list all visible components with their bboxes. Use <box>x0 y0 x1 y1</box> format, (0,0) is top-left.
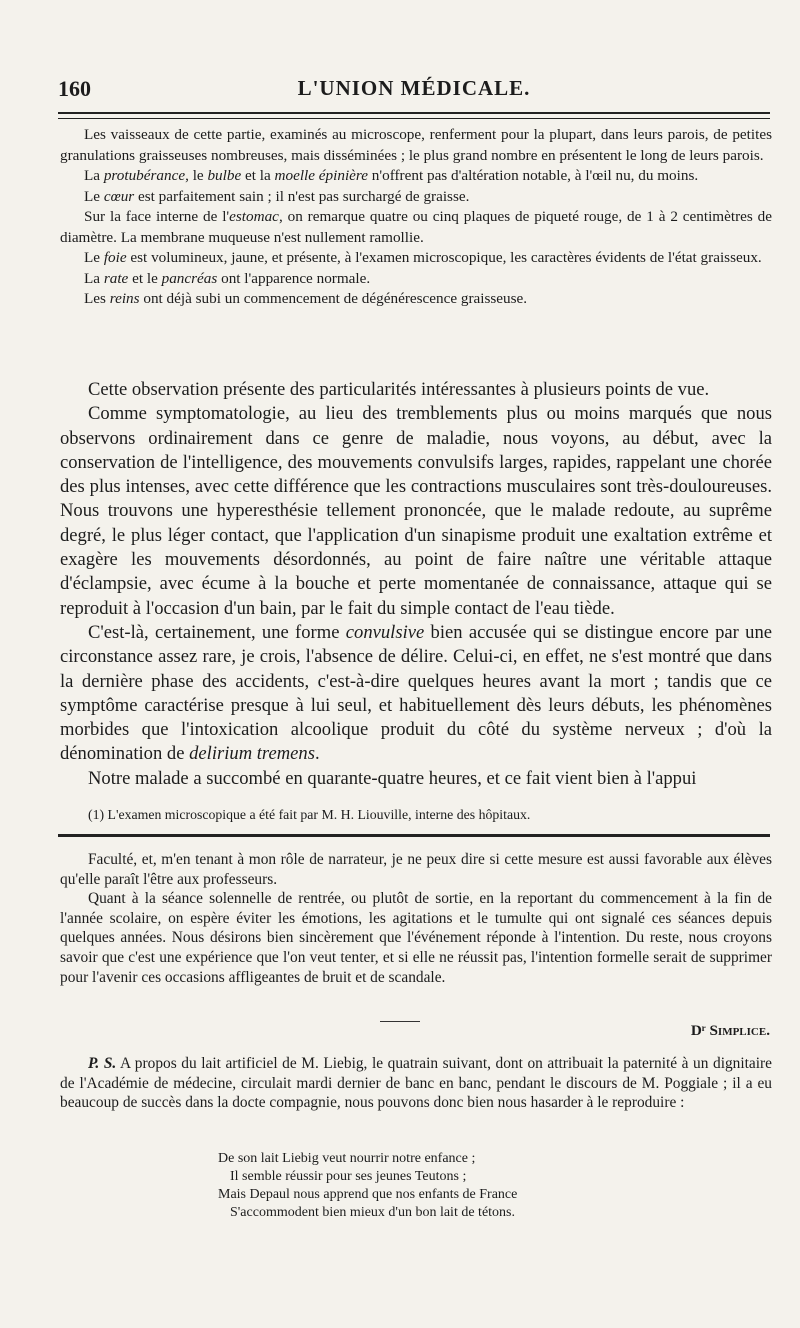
italic-term: reins <box>109 290 140 307</box>
observation-discussion <box>60 378 772 791</box>
text-run: Les <box>84 290 110 307</box>
text-run: Faculté, et, m'en tenant à mon rôle de narrateur, je ne peux dire si cette mesure est aussi favorable aux élèves qu'elle paraît l'être aux professeurs. <box>60 851 772 888</box>
text-run: Quant à la séance solennelle de rentrée, ou plutôt de sortie, en la reportant du commencement à la fin de l'année scolaire, on espère éviter les émotions, les agitations et le tumulte qui ont signalé ces séances depuis quelques années. Nous désirons bien sincèrement que l'événement réponde à l'intention. Du reste, nous croyons savoir que c'est une expérience que l'on veut tenter, et si elle ne réussit pas, l'intention formelle serait de supprimer pour l'avenir ces occasions affligeantes de bruit et de scandale. <box>60 890 772 986</box>
page-header <box>58 74 770 106</box>
text-run: C'est-là, certainement, une forme <box>88 621 346 643</box>
text-run: et le <box>128 269 162 287</box>
paragraph <box>60 248 772 269</box>
paragraph <box>60 850 772 889</box>
text-run: Sur la face interne de l' <box>84 208 230 225</box>
italic-term: delirium tremens <box>189 743 315 765</box>
text-run: Les vaisseaux de cette partie, examinés au microscope, renferment pour la plupart, dans leurs parois, de petites granulations graisseuses nombreuses, mais disséminées ; le plus grand nombre en présentent le long de leurs parois. <box>60 126 772 164</box>
text-run: La <box>84 167 104 184</box>
paragraph <box>60 187 772 208</box>
postscript-text: A propos du lait artificiel de M. Liebig, le quatrain suivant, dont on attribuait la paternité à un dignitaire de l'Académie de médecine, circulait mardi dernier de banc en banc, pendant le discours de M. Poggiale ; il a eu beaucoup de succès dans la docte compagnie, nous pouvons donc bien nous hasarder à le reproduire : <box>60 1055 772 1112</box>
autopsy-findings <box>60 125 772 310</box>
italic-term: protubérance <box>103 167 186 184</box>
italic-term: pancréas <box>161 269 218 287</box>
italic-term: foie <box>103 249 127 266</box>
italic-term: moelle épinière <box>274 167 368 184</box>
paragraph <box>60 166 772 187</box>
paragraph <box>60 269 772 290</box>
italic-term: convulsive <box>345 621 425 643</box>
italic-term: cœur <box>103 187 135 205</box>
poem-line: Mais Depaul nous apprend que nos enfants de France <box>218 1187 518 1202</box>
text-run: et la <box>241 167 275 184</box>
postscript-paragraph <box>60 1054 772 1113</box>
postscript <box>60 1054 772 1113</box>
italic-term: bulbe <box>207 167 242 184</box>
page-number: 160 <box>58 76 91 101</box>
poem-line: De son lait Liebig veut nourrir notre enfance ; <box>218 1151 476 1166</box>
author-signature: Dʳ Simplice. <box>690 1022 770 1039</box>
text-run: Le <box>84 187 104 205</box>
poem-line: S'accommodent bien mieux d'un bon lait de tétons. <box>230 1205 515 1220</box>
text-run: ont déjà subi un commencement de dégénérescence graisseuse. <box>139 290 528 307</box>
text-run: ont l'apparence normale. <box>217 269 371 287</box>
paragraph <box>60 125 772 166</box>
text-run: Comme symptomatologie, au lieu des tremblements plus ou moins marqués que nous observons ordinairement dans ce genre de maladie, nous voyons, au début, avec la conservation de l'intelligence, des mouvements convulsifs larges, rapides, rappelant une chorée des plus intenses, avec cette différence que les contractions musculaires sont très-douloureuses. Nous trouvons une hyperesthésie tellement prononcée, que le malade redoute, au suprême degré, le plus léger contact, que l'application d'un sinapisme produit une exaltation extrême et exagère les mouvements désordonnés, au point de faire naître une véritable attaque d'éclampsie, avec écume à la bouche et perte momentanée de connaissance, attaque qui se reproduit à l'occasion d'un bain, par le fait du simple contact de l'eau tiède. <box>60 403 772 619</box>
text-run: n'offrent pas d'altération notable, à l'œil nu, du moins. <box>368 167 699 184</box>
text-run: , on remarque quatre ou cinq plaques de piqueté rouge, de 1 à 2 centimètres de diamètre. La membrane muqueuse n'est nullement ramollie. <box>60 208 772 246</box>
text-run: bien accusée qui se distingue encore par une circonstance assez rare, je crois, l'absence de délire. Celui-ci, en effet, ne s'est montré que dans la dernière phase des accidents, c'est-à-dire quelques heures avant la mort ; tandis que ce symptôme caractérise presque à lui seul, et habituellement dès leurs débuts, les phénomènes morbides que l'intoxication alcoolique produit du côté du système nerveux ; d'où la dénomination de <box>60 621 772 765</box>
text-run: est parfaitement sain ; il n'est pas surchargé de graisse. <box>134 187 470 205</box>
quatrain <box>218 1150 517 1222</box>
postscript-label: P. S. <box>88 1055 117 1072</box>
paragraph <box>60 378 772 402</box>
text-run: . <box>314 743 320 765</box>
feuilleton-text <box>60 850 772 987</box>
paragraph <box>60 621 772 767</box>
text-run: , le <box>185 167 208 184</box>
journal-title: L'UNION MÉDICALE. <box>297 76 531 100</box>
text-run: Cette observation présente des particularités intéressantes à plusieurs points de vue. <box>88 379 710 400</box>
text-run: La <box>84 269 104 287</box>
short-divider <box>380 1021 420 1022</box>
paragraph <box>60 767 772 791</box>
text-run: Le <box>84 249 104 266</box>
text-run: Notre malade a succombé en quarante-quatre heures, et ce fait vient bien à l'appui <box>88 767 697 789</box>
paragraph <box>60 289 772 310</box>
footnote: (1) L'examen microscopique a été fait par M. H. Liouville, interne des hôpitaux. <box>88 807 531 822</box>
paragraph <box>60 402 772 621</box>
paragraph <box>60 889 772 987</box>
header-rule <box>58 112 770 119</box>
feuilleton-rule <box>58 834 770 837</box>
poem-line: Il semble réussir pour ses jeunes Teutons ; <box>230 1169 467 1184</box>
paragraph <box>60 207 772 248</box>
italic-term: estomac <box>229 208 279 225</box>
italic-term: rate <box>103 269 129 287</box>
text-run: est volumineux, jaune, et présente, à l'examen microscopique, les caractères évidents de l'état graisseux. <box>126 249 762 266</box>
